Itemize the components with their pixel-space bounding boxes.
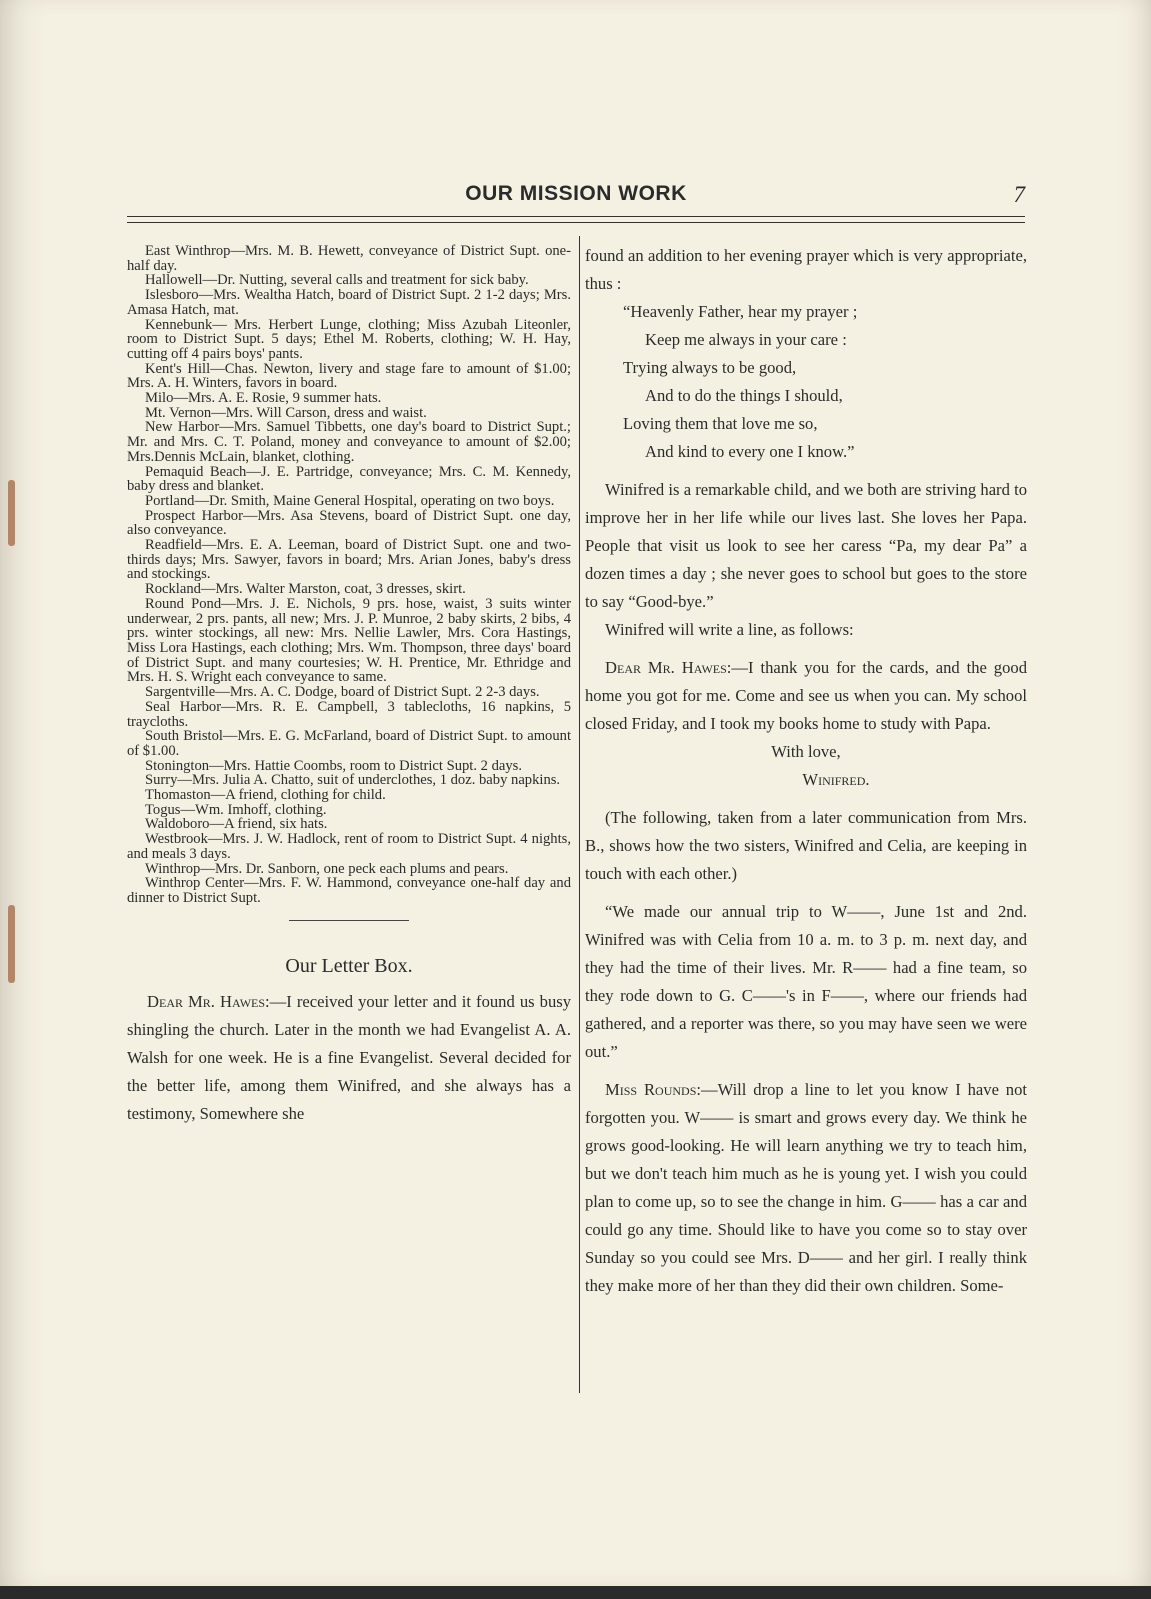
donation-entry: South Bristol—Mrs. E. G. McFarland, board of District Supt. to amount of $1.00. (127, 728, 571, 759)
donation-list (127, 244, 571, 906)
donation-entry: Rockland—Mrs. Walter Marston, coat, 3 dresses, skirt. (145, 581, 466, 598)
donation-entry: Mt. Vernon—Mrs. Will Carson, dress and waist. (145, 404, 427, 421)
letter-closing: With love, (771, 742, 841, 761)
header-rule-bottom (127, 222, 1025, 223)
letter-salutation: Miss Rounds (605, 1080, 697, 1099)
donation-entry: Milo—Mrs. A. E. Rosie, 9 summer hats. (145, 390, 382, 407)
donation-entry: Stonington—Mrs. Hattie Coombs, room to District Supt. 2 days. (145, 757, 523, 774)
right-column (585, 242, 1027, 1300)
poem-line: Trying always to be good, (623, 358, 797, 377)
poem-line: And to do the things I should, (645, 386, 843, 405)
donation-entry: Sargentville—Mrs. A. C. Dodge, board of District Supt. 2 2-3 days. (145, 684, 540, 701)
page-number: 7 (1013, 182, 1025, 207)
donation-entry: Portland—Dr. Smith, Maine General Hospital, operating on two boys. (145, 492, 555, 509)
donation-entry: East Winthrop—Mrs. M. B. Hewett, conveyance of District Supt. one-half day. (127, 243, 571, 274)
paragraph: Winifred is a remarkable child, and we both are striving hard to improve her in her life while our lives last. She loves her Papa. People that visit us look to see her caress “Pa, my dear Pa” a dozen times a day ; she never goes to school but goes to the store to say “Good-bye.” (585, 480, 1027, 611)
prayer-poem (623, 298, 1027, 466)
letter-signature: Winifred. (802, 770, 870, 789)
poem-line: Keep me always in your care : (645, 330, 847, 349)
donation-entry: Thomaston—A friend, clothing for child. (145, 787, 386, 804)
donation-entry: Winthrop Center—Mrs. F. W. Hammond, conveyance one-half day and dinner to District Supt. (127, 875, 571, 906)
donation-entry: Westbrook—Mrs. J. W. Hadlock, rent of room to District Supt. 4 nights, and meals 3 days. (127, 831, 571, 862)
left-column (127, 244, 571, 1128)
page-header (127, 182, 1025, 214)
donation-entry: Islesboro—Mrs. Wealtha Hatch, board of District Supt. 2 1-2 days; Mrs. Amasa Hatch, mat. (127, 287, 571, 318)
donation-entry: New Harbor—Mrs. Samuel Tibbetts, one day's board to District Supt.; Mr. and Mrs. C. T. Poland, money and conveyance to amount of $2.00; Mrs.Dennis McLain, blanket, clothing. (127, 419, 571, 465)
letter-salutation: Dear Mr. Hawes (147, 991, 266, 1011)
paragraph: Winifred will write a line, as follows: (605, 620, 854, 639)
donation-entry: Winthrop—Mrs. Dr. Sanborn, one peck each plums and pears. (145, 860, 509, 877)
donation-entry: Round Pond—Mrs. J. E. Nichols, 9 prs. hose, waist, 3 suits winter underwear, 2 prs. pants, all new; Mrs. J. P. Munroe, 2 baby skirts, 2 bibs, 4 prs. winter stockings, all new: Mrs. Nellie Lawler, Mrs. Cora Hastings, Miss Lora Hastings, each clothing; Mrs. Wm. Thompson, three days' board of District Supt. and many courtesies; W. H. Prentice, Mr. Ethridge and Mrs. H. S. Wright each conveyance to same. (127, 595, 571, 686)
header-rule-top (127, 216, 1025, 217)
paragraph: (The following, taken from a later communication from Mrs. B., shows how the two sisters, Winifred and Celia, are keeping in touch with each other.) (585, 808, 1027, 883)
page-stain (8, 480, 15, 546)
paragraph-intro: found an addition to her evening prayer which is very appropriate, thus : (585, 246, 1027, 293)
running-title: OUR MISSION WORK (465, 182, 687, 205)
donation-entry: Prospect Harbor—Mrs. Asa Stevens, board of District Supt. one day, also conveyance. (127, 507, 571, 539)
letter-box-text (127, 988, 571, 1128)
letter-body: :—Will drop a line to let you know I have not forgotten you. W—— is smart and grows every day. We think he grows good-looking. He will learn anything we try to teach him, but we don't teach him much as he is young yet. I wish you could plan to come up, so to see the change in him. G—— has a car and could go any time. Should like to have you come so to stay over Sunday so you could see Mrs. D—— and her girl. I really think they make more of her than they did their own children. Some- (585, 1080, 1027, 1295)
donation-entry: Togus—Wm. Imhoff, clothing. (145, 801, 327, 818)
donation-entry: Readfield—Mrs. E. A. Leeman, board of District Supt. one and two-thirds days; Mrs. Sawyer, favors in board; Mrs. Arian Jones, baby's dress and stockings. (127, 537, 571, 583)
donation-entry: Kent's Hill—Chas. Newton, livery and stage fare to amount of $1.00; Mrs. A. H. Winters, favors in board. (127, 360, 571, 392)
letter-body: :—I received your letter and it found us busy shingling the church. Later in the month we had Evangelist A. A. Walsh for one week. He is a fine Evangelist. Several decided for the better life, among them Winifred, and she always has a testimony, Somewhere she (127, 991, 571, 1123)
donation-entry: Waldoboro—A friend, six hats. (145, 816, 328, 833)
list-end-rule (289, 920, 409, 921)
column-divider (579, 236, 580, 1393)
donation-entry: Seal Harbor—Mrs. R. E. Campbell, 3 tablecloths, 16 napkins, 5 traycloths. (127, 698, 571, 730)
letter-body: :—I thank you for the cards, and the good home you got for me. Come and see us when you can. My school closed Friday, and I took my books home to study with Papa. (585, 658, 1027, 733)
letter-salutation: Dear Mr. Hawes (605, 658, 727, 677)
poem-line: “Heavenly Father, hear my prayer ; (623, 302, 858, 321)
section-title: Our Letter Box. (285, 954, 413, 977)
donation-entry: Hallowell—Dr. Nutting, several calls and treatment for sick baby. (145, 272, 529, 289)
donation-entry: Pemaquid Beach—J. E. Partridge, conveyance; Mrs. C. M. Kennedy, baby dress and blanket. (127, 463, 571, 495)
donation-entry: Surry—Mrs. Julia A. Chatto, suit of underclothes, 1 doz. baby napkins. (145, 772, 561, 789)
page-stain (8, 905, 15, 983)
paragraph: “We made our annual trip to W——, June 1st and 2nd. Winifred was with Celia from 10 a. m. to 3 p. m. next day, and they had the time of their lives. Mr. R—— had a fine team, so they rode down to G. C——'s in F——, where our friends had gathered, and a reporter was there, so you may have seen we were out.” (585, 902, 1027, 1061)
donation-entry: Kennebunk— Mrs. Herbert Lunge, clothing; Miss Azubah Liteonler, room to District Supt. 5 days; Ethel M. Roberts, clothing; W. H. Hay, cutting off 4 pairs boys' pants. (127, 316, 571, 362)
poem-line: And kind to every one I know.” (645, 442, 855, 461)
poem-line: Loving them that love me so, (623, 414, 818, 433)
